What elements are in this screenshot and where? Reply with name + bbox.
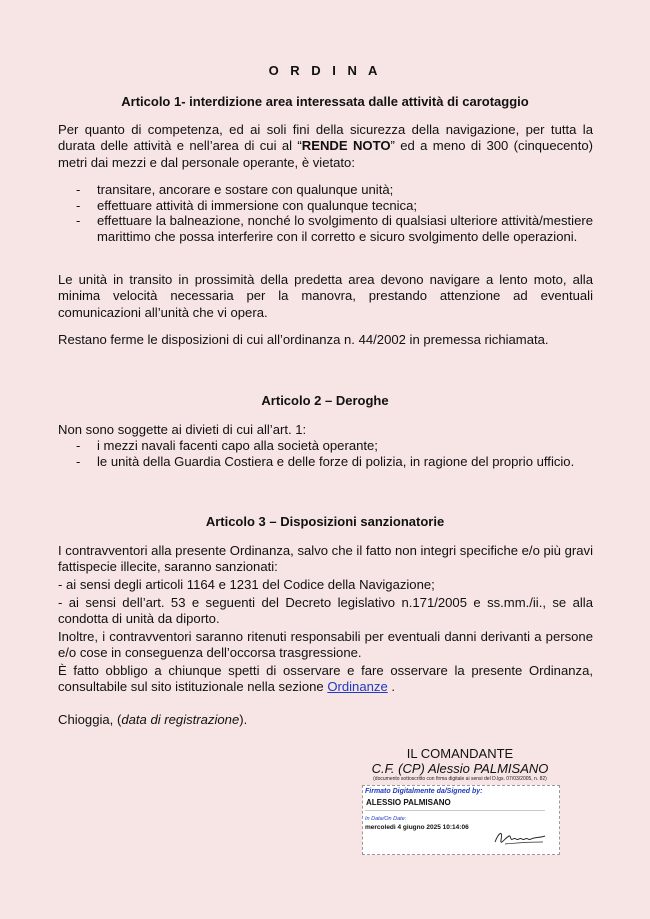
article-3-paragraph-4: Inoltre, i contravventori saranno ritenuti responsabili per eventuali danni derivanti a persone e/o cose in conseguenza dell’occorsa trasgressione. (58, 629, 593, 661)
article-1-intro (58, 122, 593, 171)
handwritten-signature-icon (491, 824, 551, 850)
article-1-heading: Articolo 1- interdizione area interessata dalle attività di carotaggio (121, 94, 529, 109)
document-title: O R D I N A (268, 63, 382, 78)
article-3-heading: Articolo 3 – Disposizioni sanzionatorie (205, 514, 445, 529)
closing-place: Chioggia, ( (58, 712, 122, 727)
ordinanze-link[interactable]: Ordinanze (327, 679, 388, 695)
article-2-exceptions-list (58, 438, 593, 469)
article-2-heading: Articolo 2 – Deroghe (261, 393, 389, 408)
stamp-divider (365, 810, 545, 811)
stamp-date-label: In Data/On Date: (365, 816, 407, 822)
list-item: - le unità della Guardia Costiera e delle forze di polizia, in ragione del proprio ufficio. (58, 454, 593, 470)
article-3-paragraph-5 (58, 663, 593, 696)
article-1-transit-paragraph: Le unità in transito in prossimità della predetta area devono navigare a lento moto, alla minima velocità necessaria per la manovra, prestando attenzione ad eventuali comunicazioni all’unità che vi opera. (58, 272, 593, 320)
rende-noto-reference: RENDE NOTO (301, 138, 391, 154)
article-3-p5-end: . (387, 679, 396, 695)
closing-place-date (58, 712, 458, 728)
article-1-remain-paragraph: Restano ferme le disposizioni di cui all’ordinanza n. 44/2002 in premessa richiamata. (58, 332, 549, 347)
list-item: - effettuare la balneazione, nonché lo svolgimento di qualsiasi ulteriore attività/mestiere marittimo che possa interferire con il corretto e sicuro svolgimento delle operazioni. (58, 213, 593, 244)
digital-signature-note: (documento sottoscritto con firma digitale ai sensi del D.lgs. 07/03/2005, n. 82) (373, 776, 547, 782)
list-item: - i mezzi navali facenti capo alla società operante; (58, 438, 593, 454)
list-item: - transitare, ancorare e sostare con qualunque unità; (58, 182, 593, 198)
article-3-paragraph-3: - ai sensi dell’art. 53 e seguenti del Decreto legislativo n.171/2005 e ss.mm./ii., se alla condotta di unità da diporto. (58, 595, 593, 627)
signatory-name: C.F. (CP) Alessio PALMISANO (371, 761, 549, 776)
closing-date-placeholder: data di registrazione (121, 712, 240, 727)
article-1-intro-text-1: Per quanto di competenza, ed ai soli fini della sicurezza della navigazione, per tutta la durata delle attività e nell’area di cui al “ (58, 122, 593, 154)
article-2-intro: Non sono soggette ai divieti di cui all’art. 1: (58, 422, 307, 437)
article-1-intro-text-2: ” ed a meno di 300 (cinquecento) metri dai mezzi e dal personale operante, è vietato: (58, 138, 593, 170)
article-1-prohibitions-list (58, 182, 593, 244)
digital-signature-stamp (362, 785, 560, 855)
article-3-p5-text: È fatto obbligo a chiunque spetti di osservare e fare osservare la presente Ordinanza, consultabile sul sito istituzionale nella sezione (58, 663, 593, 695)
signatory-role: IL COMANDANTE (406, 746, 514, 761)
stamp-date-value: mercoledì 4 giugno 2025 10:14:06 (365, 824, 469, 831)
stamp-signed-by-label: Firmato Digitalmente da/Signed by: (365, 788, 483, 795)
closing-end: ). (239, 712, 248, 727)
article-3-paragraph-2: - ai sensi degli articoli 1164 e 1231 del Codice della Navigazione; (58, 577, 435, 592)
stamp-signer-name: ALESSIO PALMISANO (366, 798, 451, 807)
list-item: - effettuare attività di immersione con qualunque tecnica; (58, 198, 593, 214)
article-3-paragraph-1: I contravventori alla presente Ordinanza, salvo che il fatto non integri specifiche e/o più gravi fattispecie illecite, saranno sanzionati: (58, 543, 593, 575)
